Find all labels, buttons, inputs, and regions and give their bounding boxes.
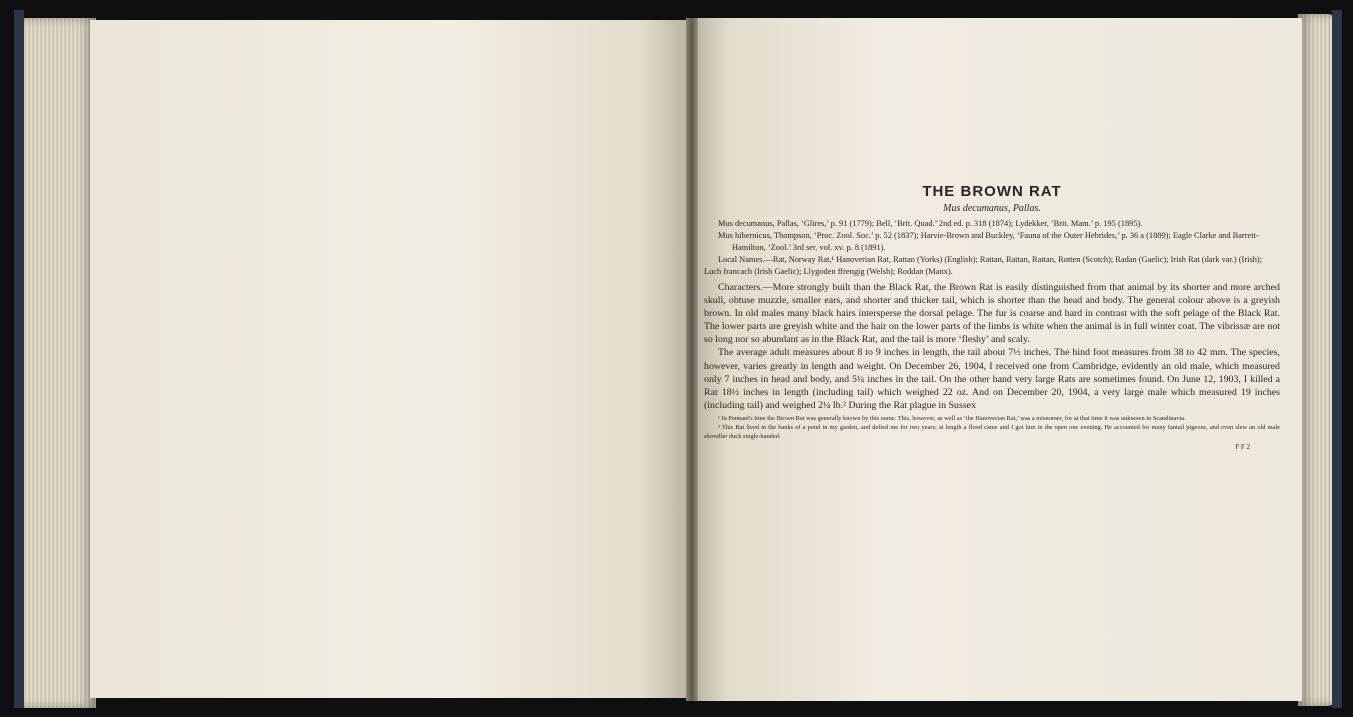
footnote: ² This Rat lived in the banks of a pond in my garden, and defied me for two years; at length a flood came and I got him in the open one evening. He accounted for many fantail pigeons, and even slew an old male shoveller duck single-handed. <box>704 423 1280 440</box>
local-names: Local Names.—Rat, Norway Rat,¹ Hanoverian Rat, Rattan (Yorks) (English); Rattan, Rattan, Rattan, Rotten (Scotch); Radan (Gaelic); Irish Rat (dark var.) (Irish); Luch francach (Irish Gaelic); Llygoden ffrengig (Welsh); Roddan (Manx). <box>704 255 1263 276</box>
left-cover <box>14 10 24 708</box>
scientific-name: Mus decumanus, Pallas. <box>943 203 1041 214</box>
left-page-blank <box>90 20 690 698</box>
signature-mark: F F 2 <box>1235 442 1250 451</box>
characters-paragraph: Characters.—More strongly built than the Black Rat, the Brown Rat is easily distinguished from that animal by its shorter and more arched skull, obtuse muzzle, smaller ears, and shorter and thicker tail, which is shorter than the head and body. The general colour above is a greyish brown. In old males many black hairs intersperse the dorsal pelage. The fur is coarse and hard in contrast with the soft pelage of the Black Rat. The lower parts are greyish white and the hair on the lower parts of the limbs is white when the animal is in full winter coat. The vibrissæ are not so long nor so abundant as in the Black Rat, and the tail is more ‘fleshy’ and scaly. <box>704 282 1280 346</box>
book-gutter <box>686 18 698 701</box>
right-page-edges <box>1298 14 1334 706</box>
chapter-title: THE BROWN RAT <box>922 183 1062 200</box>
page-text <box>704 183 1280 451</box>
right-cover <box>1332 10 1342 708</box>
footnote: ¹ In Pennant's time the Brown Rat was generally known by this name. This, however, as well as ‘the Hanoverian Rat,’ was a misnomer, for at that time it was unknown in Scandinavia. <box>718 414 1186 422</box>
synonym-entry: Mus decumanus, Pallas, ‘Glires,’ p. 91 (1779); Bell, ‘Brit. Quad.’ 2nd ed. p. 318 (1874); Lydekker, ‘Brit. Mam.’ p. 195 (1895). <box>718 219 1143 228</box>
left-page-edges <box>18 18 96 708</box>
synonym-entry: Mus hibernicus, Thompson, ‘Proc. Zool. Soc.’ p. 52 (1837); Harvie-Brown and Buckley, ‘Fauna of the Outer Hebrides,’ p. 36 a (1889); Eagle Clarke and Barrett-Hamilton, ‘Zool.’ 3rd ser. vol. xv. p. 8 (1891). <box>718 231 1259 252</box>
right-page <box>692 18 1302 701</box>
measurements-paragraph: The average adult measures about 8 to 9 inches in length, the tail about 7½ inches. The hind foot measures from 38 to 42 mm. The species, however, varies greatly in length and weight. On December 26, 1904, I received one from Cambridge, evidently an old male, which measured only 7 inches in head and body, and 5¼ inches in the tail. On the other hand very large Rats are sometimes found. On June 12, 1903, I killed a Rat 18½ inches in length (including tail) which weighed 22 oz. And on December 20, 1904, a very large male which measured 19 inches (including tail) and weighed 2¼ lb.² During the Rat plague in Sussex <box>704 347 1280 411</box>
